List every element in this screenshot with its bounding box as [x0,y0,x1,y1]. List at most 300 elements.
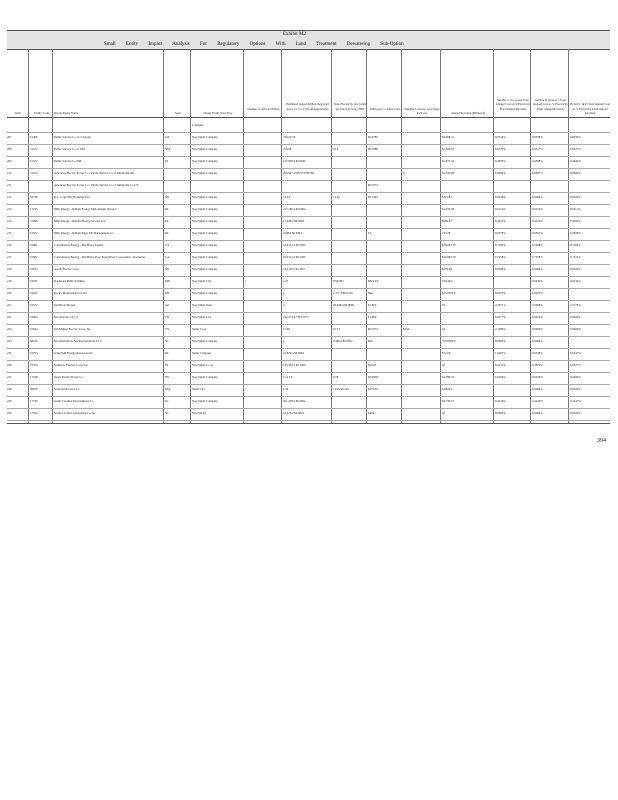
row-rule [7,408,610,409]
table-cell-mwh: 14.24 [283,196,290,199]
column-header: Utility Code [34,110,49,115]
table-cell-name: American Electric Power Co - Public Service Co of Oklahoma 15,172 [54,184,139,187]
table-cell-c: 0.0378% [495,232,506,235]
table-cell-name: Constellation Energy - Rio Bravo Jasmin [54,244,104,247]
column-divider [568,49,569,423]
table-cell-code: 16183 [30,268,38,271]
column-header: State [175,110,181,115]
table-cell-name: NRG Energy - Reliant Energy Mid-Atlantic PA LLC [54,208,118,211]
table-cell-code: 15472 [30,160,38,163]
table-cell-code: 16793 [30,352,38,355]
column-divider [281,49,282,423]
page-number: 394 [597,438,606,444]
table-cell-price: $69. [368,340,374,343]
table-cell-name: South Carolina Generating Co, Inc [54,412,96,415]
table-cell-item: 220 [7,292,12,295]
row-rule [7,420,610,421]
table-cell-c: 0.7258% [495,256,506,259]
table-cell-item: 225 [7,352,12,355]
rule-title-bottom [7,49,610,50]
table-cell-size: Non-Small Company [192,160,218,163]
table-cell-size: Small Coop [192,328,207,331]
table-cell-state: M A [165,388,171,391]
row-rule [7,288,610,289]
table-cell-name: Savannah River Nuclear Solutions LLC [54,340,102,343]
table-cell-rev: $989.57 [442,220,452,223]
table-cell-state: PA [165,208,169,211]
table-cell-item: 218 [7,268,12,271]
table-cell-state: SC [165,340,169,343]
column-header: Number of Affected Plants [247,106,280,111]
table-cell-name: Rocky Mountain Power Inc [54,292,88,295]
table-cell-mwh: 1.47 [283,280,289,283]
table-cell-name: Public Service Co NM [54,160,82,163]
row-rule [7,216,610,217]
table-cell-state: TX [165,328,169,331]
table-cell-code: 20678 [30,388,38,391]
row-rule [7,168,610,169]
table-cell-rev: $20,663.79 [442,256,456,259]
table-cell-d: 0.0000% [532,340,543,343]
table-cell-h: 0.0039% [570,136,581,139]
table-cell-name: Seminole Electric Coop, Inc [54,364,88,367]
table-cell-price: $821.04 [368,280,378,283]
rule-bottom [7,423,610,424]
table-cell-rev: 79 [442,304,445,307]
table-cell-name: Constellation Energy - Rio Bravo Poso EnergyEast Corporation - Rochester [54,256,146,259]
table-cell-item: 207 [7,136,12,139]
table-cell-price: $0.1088 [368,148,378,151]
table-cell-h: 0.4286% [570,220,581,223]
column-header: Item [15,110,21,115]
table-cell-h: 0.0299% [570,376,581,379]
table-cell-h: 0.0368% [570,232,581,235]
table-cell-size: Non-Small Company [192,376,218,379]
table-cell-h: 0.7498% [570,244,581,247]
table-cell-d: 0.0338% [532,352,543,355]
table-cell-rate: 0.489.2 $0.0822 [333,340,353,343]
table-cell-size: Non-Small Company [192,196,218,199]
table-cell-mwh: 10,879.4 $0.0964 [283,352,304,355]
table-cell-rev: $20,663.79 [442,244,456,247]
table-cell-rev: $478.48 [442,268,452,271]
table-cell-name: Somerset Power LLC [54,388,80,391]
row-rule [7,204,610,205]
table-cell-mwh: 15.69 [283,328,290,331]
table-cell-wavg: $234. [403,328,410,331]
table-cell-code: 16604 [30,316,38,319]
row-rule [7,396,610,397]
table-cell-price: $20.65 [368,364,377,367]
table-cell-mwh: 1.94 [283,388,289,391]
table-cell-code: 15474 [30,172,38,175]
table-cell-item: 216 [7,244,12,247]
table-cell-name: American Electric Power Co - Public Service Co of Oklahoma OK [54,172,135,175]
table-cell-price: $404. [368,412,375,415]
row-rule [7,252,610,253]
table-cell-mwh: 5.12.53 [283,376,292,379]
table-cell-item: 211 [7,184,12,187]
row-rule [7,372,610,373]
table-cell-mwh: 739.417.8 [283,136,295,139]
row-rule [7,264,610,265]
table-cell-code: 16081 [30,244,38,247]
table-cell-mwh: 127,098.4 $0.0840 [283,160,306,163]
table-cell-c: 0.0000% [495,340,506,343]
table-cell-rev: 22 [442,364,445,367]
table-cell-h: 0.0347% [570,352,581,355]
table-cell-state: MN [165,280,170,283]
table-cell-d: 0.0987% [532,172,543,175]
table-cell-state: CO [165,136,170,139]
table-cell-item: 215 [7,232,12,235]
table-cell-mwh: 451,208.2 $0.0822 [283,400,306,403]
table-cell-h: 0.4642% [570,160,581,163]
table-cell-name: Salt River Project [54,304,76,307]
table-cell-size: Non-Small Company [192,232,218,235]
table-cell-state: NY [165,196,170,199]
table-cell-c: 0.0994% [495,172,506,175]
table-cell-rev: $1,394.62 [442,148,454,151]
table-cell-c: 0.7499% [495,244,506,247]
table-cell-price: $0.1072 [368,328,378,331]
table-cell-h: 0.0327% [570,364,581,367]
table-cell-state: PA [165,352,169,355]
rule-top [7,30,610,31]
table-cell-c: 0.2416% [495,400,506,403]
row-rule [7,360,610,361]
table-cell-name: R.C. Cogn Mig Holdings LLC [54,196,91,199]
row-rule [7,276,610,277]
table-cell-code: 15972 [30,232,38,235]
table-cell-d: 0.4216% [532,220,543,223]
table-cell-rate: 14.05 $0.140 [333,388,349,391]
column-header: Weighted average price ($per kwhour) [404,106,440,115]
table-cell-size: Non-Small Company [192,400,218,403]
table-cell-mwh: 133,330.1 $0.1069 [283,364,306,367]
table-cell-mwh: 1 [283,292,285,295]
table-cell-price: $272.30 [368,388,378,391]
table-cell-d: 0.2449% [532,400,543,403]
table-cell-mwh: 16.2312.4 $0.1265 [283,244,306,247]
table-cell-code: 15472 [30,148,38,151]
table-cell-state: CA [165,244,170,247]
table-cell-item: 230 [7,412,12,415]
column-divider [530,49,531,423]
table-cell-mwh: 16,2312.4 $0.1265 [283,256,306,259]
table-cell-size: Non-Small City [192,316,212,319]
table-cell-h: 0.7274% [570,256,581,259]
table-cell-rev: $1,436.28 [442,208,454,211]
table-cell-mwh: 16,018.2 $0.0822 [283,412,304,415]
row-rule [7,192,610,193]
table-cell-c: 0.4252% [495,220,506,223]
table-cell-state: NV [165,376,170,379]
table-cell-rev: $72.00 [442,352,451,355]
table-subtitle: Small Entity Impact Analysis For Regulatory Options With Land Treatment Dewatering Sub-Option [104,42,404,47]
row-rule [7,384,610,385]
table-cell-rev: 743.28 [442,232,451,235]
table-cell-h: 0.0017% [570,148,581,151]
table-cell-h: 0.2447% [570,400,581,403]
table-cell-size: Non-Small State [192,304,212,307]
table-cell-c: 0.0226% [495,376,506,379]
row-rule [7,144,610,145]
row-rule [7,336,610,337]
table-cell-size: Non-Small Company [192,172,218,175]
table-cell-d: 0.2879% [532,364,543,367]
table-cell-h: 0.0024% [570,316,581,319]
table-cell-state: FL [165,364,169,367]
column-header: Annual Revenue (Million $) [450,110,486,115]
table-cell-d: 0.0000% [532,388,543,391]
table-cell-d: 0.0038% [532,136,543,139]
table-cell-n: 1 [245,388,247,391]
table-cell-c: 0.0286% [495,268,506,271]
table-cell-size: Non-Small Company [192,208,218,211]
table-cell-size: Company [192,124,204,127]
table-cell-mwh: 13,4116.2 $0.1657 [283,268,306,271]
row-rule [7,228,610,229]
table-cell-code: 55748 [30,196,38,199]
table-cell-size: Non-Small Company [192,268,218,271]
table-cell-mwh: 2208.4 $0.0964 [283,232,302,235]
table-cell-d: 0.4568% [532,160,543,163]
table-cell-rate: 9.58 [333,376,339,379]
table-cell-rev: 623.0203% [442,292,456,295]
table-cell-code: 17166 [30,376,38,379]
table-cell-state: AZ [165,304,169,307]
table-cell-h: 0.0111% [570,208,581,211]
table-cell-item: 224 [7,340,12,343]
table-cell-item: 226 [7,364,12,367]
table-cell-mwh: 217,189.4 $0.0964 [283,208,306,211]
table-cell-price: $1, [368,232,372,235]
table-cell-code: 16222 [30,292,38,295]
table-cell-rev: $3,730.15 [442,400,454,403]
row-rule [7,312,610,313]
table-cell-mwh: 242,473.4 7303.1073 [283,316,309,319]
column-divider [401,49,402,423]
row-rule [7,180,610,181]
exhibit-title: Exhibit M2 [283,32,306,37]
table-cell-h: 0.0990% [570,172,581,175]
table-cell-d: 0.0000% [532,196,543,199]
table-cell-d: 0.0000% [532,328,543,331]
column-header: Owner Entity Size/Type [203,110,233,115]
column-divider [243,49,244,423]
column-divider [331,49,332,423]
table-cell-rev: 0.0622% [442,388,453,391]
table-cell-price: $0.1072 [368,184,378,187]
table-cell-mwh: 263,847.4760.574760.092 [283,172,315,175]
table-cell-state: PA [165,232,169,235]
table-cell-state: MT [165,292,170,295]
table-cell-size: Non-Small Company [192,256,218,259]
table-cell-c: 0.0379% [495,148,506,151]
table-cell-rate: 10.72 [333,328,340,331]
table-cell-rate: 16.5 [333,148,339,151]
table-cell-h: 0.0000% [570,196,581,199]
table-cell-h: 0.0000% [570,328,581,331]
column-divider [163,49,164,423]
table-cell-h: 0.0000% [570,388,581,391]
table-cell-item: 223 [7,328,12,331]
table-cell-h: 2.5776% [570,304,581,307]
table-cell-rev: 0.0246% [442,280,453,283]
table-cell-size: Non-Small Company [192,292,218,295]
table-cell-rate: 14.45 [333,196,340,199]
table-cell-state: SC [165,400,169,403]
table-cell-rev: 24 [442,328,445,331]
table-cell-n: 1 [245,280,247,283]
table-cell-state: TX [165,316,169,319]
table-cell-rate: 8 $0.082 [333,280,344,283]
column-divider [52,49,53,423]
column-header: Subtitle C two waste Total Annual Cost as % Electricity Plant Annual Revenue [495,98,531,111]
table-cell-h: 0.0000% [570,268,581,271]
column-header: State Electricity rate (cents per kilowatt hour) 2009 [333,102,367,111]
table-cell-c: 0.0724% [495,136,506,139]
column-divider [190,49,191,423]
table-cell-name: NRG Energy - Reliant Energy Seward LLC [54,220,107,223]
table-cell-c: 1.0467% [495,352,506,355]
table-cell-d: 0.7498% [532,244,543,247]
table-cell-item: 217 [7,256,12,259]
table-cell-item: 210 [7,172,12,175]
table-cell-state: NM [165,148,170,151]
table-cell-item: 214 [7,220,12,223]
table-cell-size: Non-Small Company [192,148,218,151]
table-cell-size: Non-Small Co op [192,364,214,367]
table-cell-size: Small Company [192,352,212,355]
table-cell-size: Non-Small Company [192,244,218,247]
table-cell-h: 0.0234% [570,280,581,283]
table-cell-d: 0.0000% [532,268,543,271]
table-cell-code: 16082 [30,256,38,259]
column-divider [440,49,441,423]
table-cell-code: 17539 [30,400,38,403]
table-cell-d: 0.0000% [532,412,543,415]
table-cell-h: 0.0000% [570,412,581,415]
column-header: 2009 price to dollar cents [369,106,401,111]
table-cell-d: 0.0017% [532,148,543,151]
table-cell-c: 0.0000% [495,412,506,415]
table-cell-item: 212 [7,196,12,199]
table-cell-rate: 1,317.3 $0.0724 [333,292,353,295]
table-cell-state: PA [165,220,169,223]
table-cell-d: 0.0110% [532,208,543,211]
table-cell-code: 16572 [30,304,38,307]
table-cell-price: $0.0958 [368,376,378,379]
table-cell-d: 2.5098% [532,304,543,307]
table-cell-mwh: 1 [283,340,285,343]
table-cell-code: 16181 [30,280,38,283]
table-cell-state: M [165,160,168,163]
table-cell-price: $1,667. [368,304,377,307]
table-cell-d: 0.0367% [532,232,543,235]
table-cell-size: Non-Small Company [192,136,218,139]
table-cell-price: $0.0780 [368,136,378,139]
column-header: Hybrid C & D Total Annual Cost as % Electricity Plant Annual Revenue [570,102,610,115]
table-cell-item: 219 [7,280,12,283]
table-cell-name: San Miguel Electric Coop, Inc [54,328,91,331]
table-cell-c: 0.0377% [495,316,506,319]
row-rule [7,156,610,157]
table-cell-c: 2.5071% [495,304,506,307]
table-cell-name: Gas & Electric Corp [54,268,79,271]
table-cell-size: Non-Sm all [192,412,206,415]
column-header: Subtitle D Version 1 Total Annual Cost as % Electricity Plant Annual Revenue [533,98,568,111]
table-cell-item: 213 [7,208,12,211]
table-cell-d: 0.7258% [532,256,543,259]
table-cell-item: 221 [7,304,12,307]
table-cell-state: CA [165,256,170,259]
table-cell-code: 21554 [30,364,38,367]
table-cell-name: Sierra Pacific Power Co [54,376,83,379]
table-cell-c: 0.0147% [495,364,506,367]
table-cell-item: 208 [7,148,12,151]
table-cell-size: Non-Small City [192,280,212,283]
table-cell-state: SC [165,412,169,415]
table-cell-name: Rochester Public Utilities [54,280,85,283]
table-cell-name: Public Service Co of NM [54,148,85,151]
table-cell-name: San Antonio City of [54,316,79,319]
table-cell-rev: $1,630.89 [442,172,454,175]
row-rule [7,324,610,325]
table-cell-c: 0.0114% [495,208,506,211]
table-cell-rev: 22 [442,412,445,415]
table-cell-state: NY [165,268,170,271]
table-cell-c: 0.0236% [495,196,506,199]
table-cell-mwh: 2 [283,304,285,307]
row-rule [7,300,610,301]
table-cell-item: 222 [7,316,12,319]
table-cell-rev: $1,077.54 [442,160,454,163]
table-cell-code: 56190 [30,340,38,343]
table-cell-name: South Carolina Electric&Gas Co [54,400,94,403]
table-cell-code: 15466 [30,136,38,139]
table-cell-d: 0.0226% [532,376,543,379]
table-cell-size: Small City [192,388,205,391]
table-cell-wavg: 0 [403,172,405,175]
table-cell-size: Non-Small Company [192,340,218,343]
table-cell-size: Non-Small Company [192,220,218,223]
table-cell-price: $92. [368,292,374,295]
table-cell-code: 16624 [30,328,38,331]
table-cell-item: 228 [7,388,12,391]
column-header: Estimated annual million megawatt hours for Co. D (from assignment) [286,102,329,111]
table-cell-rev: $1,589.75 [442,376,454,379]
table-cell-code: 17554 [30,412,38,415]
table-cell-d: 0.0203% [532,292,543,295]
table-cell-mwh: 17,049.4 $0.0964 [283,220,304,223]
table-cell-rev: $321.81 [442,196,452,199]
table-cell-d: 0.0234% [532,280,543,283]
table-cell-code: 17235 [30,208,38,211]
column-divider [366,49,367,423]
rule-header-bottom [7,117,610,118]
table-cell-item: 229 [7,400,12,403]
row-rule [7,132,610,133]
column-divider [493,49,494,423]
table-cell-code: 15998 [30,220,38,223]
column-header: Owner Entity Name [54,110,79,115]
table-cell-price: $0.1445 [368,196,378,199]
table-cell-c: 0.0203% [495,292,506,295]
table-cell-d: 0.0024% [532,316,543,319]
table-cell-rev: $2,668.21 [442,136,454,139]
